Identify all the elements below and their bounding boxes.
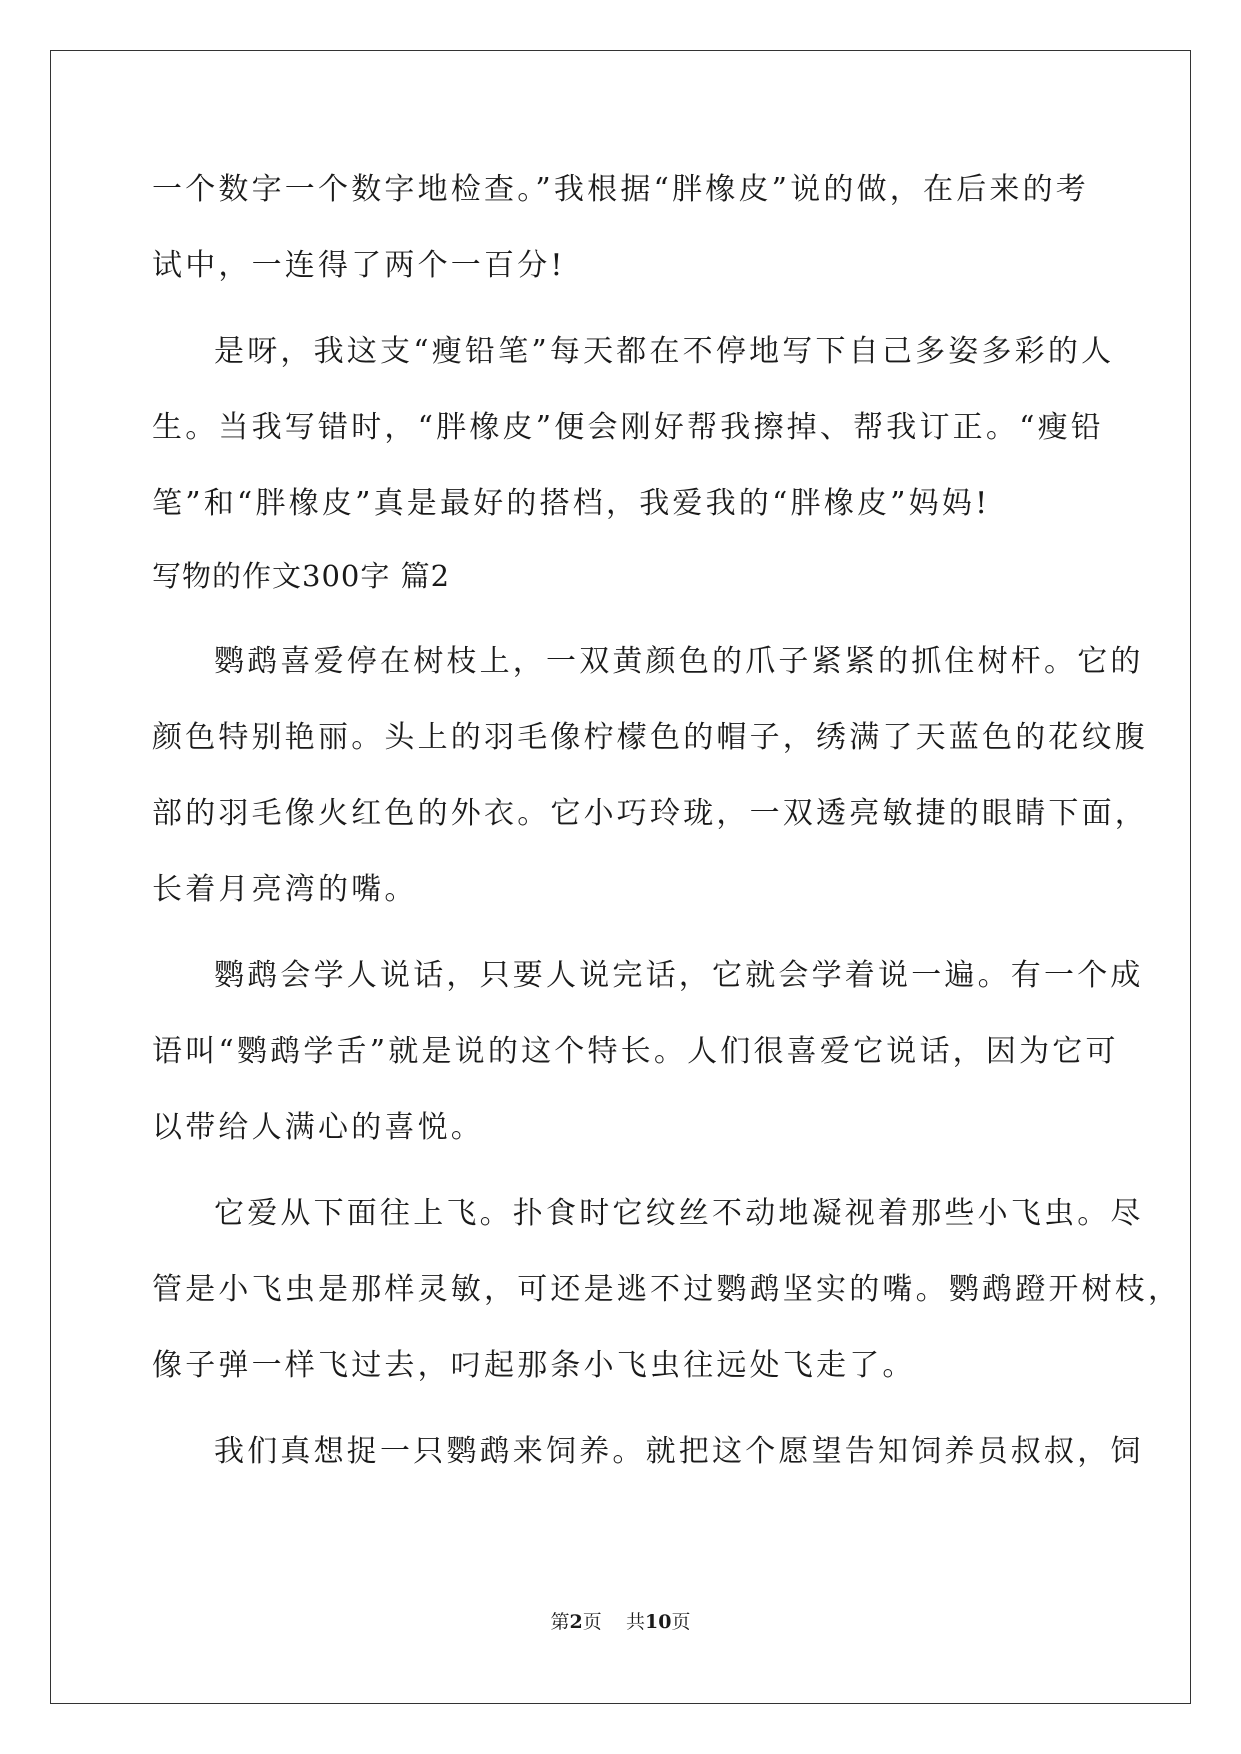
current-page-number: 2: [569, 1611, 583, 1633]
section-heading: 写物的作文300字 篇2: [152, 559, 451, 593]
footer-page-unit: 页: [582, 1611, 602, 1633]
text-line: 像子弹一样飞过去，叼起那条小飞虫往远处飞走了。: [152, 1348, 916, 1383]
footer-prefix: 第: [550, 1611, 570, 1633]
total-page-count: 10: [644, 1611, 672, 1633]
text-line: 以带给人满心的喜悦。: [152, 1110, 484, 1145]
text-line: 生。当我写错时，“胖橡皮”便会刚好帮我擦掉、帮我订正。“瘦铅: [152, 410, 1105, 445]
page-footer: [0, 1607, 1241, 1634]
text-line: 语叫“鹦鹉学舌”就是说的这个特长。人们很喜爱它说话，因为它可: [152, 1034, 1119, 1069]
paragraph-start-line: 是呀，我这支“瘦铅笔”每天都在不停地写下自己多姿多彩的人: [214, 334, 1115, 369]
paragraph-start-line: 鹦鹉喜爱停在树枝上，一双黄颜色的爪子紧紧的抓住树杆。它的: [214, 644, 1144, 679]
text-line: 管是小飞虫是那样灵敏，可还是逃不过鹦鹉坚实的嘴。鹦鹉蹬开树枝，: [152, 1272, 1182, 1307]
text-line: 笔”和“胖橡皮”真是最好的搭档，我爱我的“胖橡皮”妈妈!: [152, 486, 991, 521]
text-line: 试中，一连得了两个一百分!: [152, 248, 566, 283]
paragraph-start-line: 我们真想捉一只鹦鹉来饲养。就把这个愿望告知饲养员叔叔，饲: [214, 1434, 1144, 1469]
text-line: 部的羽毛像火红色的外衣。它小巧玲珑，一双透亮敏捷的眼睛下面，: [152, 796, 1148, 831]
text-line: 长着月亮湾的嘴。: [152, 872, 418, 907]
footer-total-unit: 页: [671, 1611, 691, 1633]
footer-total-prefix: 共: [625, 1611, 645, 1633]
text-line: 一个数字一个数字地检查。”我根据“胖橡皮”说的做，在后来的考: [152, 172, 1090, 207]
paragraph-start-line: 鹦鹉会学人说话，只要人说完话，它就会学着说一遍。有一个成: [214, 958, 1144, 993]
paragraph-start-line: 它爱从下面往上飞。扑食时它纹丝不动地凝视着那些小飞虫。尽: [214, 1196, 1144, 1231]
text-line: 颜色特别艳丽。头上的羽毛像柠檬色的帽子，绣满了天蓝色的花纹腹: [152, 720, 1148, 755]
